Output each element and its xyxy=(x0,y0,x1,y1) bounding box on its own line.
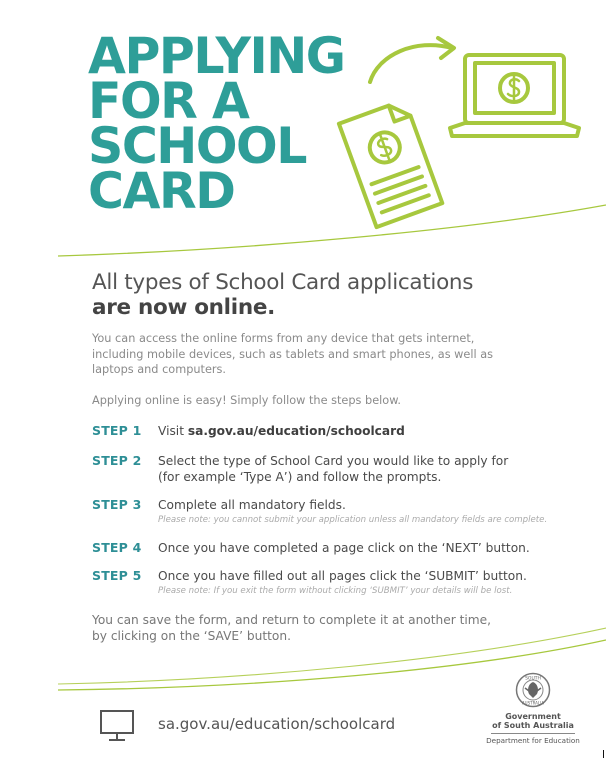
step-label: STEP 2 xyxy=(92,453,142,468)
south-australia-crest-icon xyxy=(515,672,551,708)
step-4 xyxy=(92,540,572,568)
save-info: You can save the form, and return to complete it at another time, by clicking on the ‘SAVE’ button. xyxy=(92,613,492,643)
step-1-link[interactable]: sa.gov.au/education/schoolcard xyxy=(187,424,405,438)
hero-illustration xyxy=(320,30,606,260)
gov-name-line-2: of South Australia xyxy=(492,721,574,730)
curved-arrow-icon xyxy=(370,38,454,82)
step-1 xyxy=(92,423,572,453)
monitor-icon xyxy=(99,709,135,742)
svg-text:AUSTRALIA: AUSTRALIA xyxy=(521,700,545,706)
step-label: STEP 4 xyxy=(92,540,142,555)
step-text: Once you have filled out all pages click the ‘SUBMIT’ button. Please note: If you exit the form without clicking ‘SUBMIT’ your details will be lost. xyxy=(158,569,527,596)
title-line-1: APPLYING xyxy=(88,27,345,85)
headline-line-2: are now online. xyxy=(92,295,275,320)
step-5 xyxy=(92,568,572,608)
footer-url-link[interactable]: sa.gov.au/education/schoolcard xyxy=(158,715,396,733)
gov-name-line-1: Government xyxy=(505,712,561,721)
intro-paragraph: You can access the online forms from any device that gets internet, including mobile devices, such as tablets and smart phones, as well as laptops and computers. xyxy=(92,332,494,376)
text-cursor xyxy=(603,750,604,758)
title-line-3: SCHOOL xyxy=(88,117,306,175)
step-text: Complete all mandatory fields. Please note: you cannot submit your application unless all mandatory fields are complete. xyxy=(158,498,548,525)
step-note: Please note: you cannot submit your application unless all mandatory fields are complete. xyxy=(158,515,548,525)
step-text: Visit sa.gov.au/education/schoolcard xyxy=(158,424,405,438)
laptop-dollar-icon xyxy=(450,55,579,136)
step-label: STEP 1 xyxy=(92,423,142,438)
title-line-2: FOR A xyxy=(88,72,249,130)
headline-line-1: All types of School Card applications xyxy=(92,270,474,295)
step-text: Select the type of School Card you would like to apply for (for example ‘Type A’) and follow the prompts. xyxy=(158,454,509,484)
steps-list xyxy=(92,423,572,608)
step-label: STEP 5 xyxy=(92,568,142,583)
document-dollar-icon xyxy=(339,100,442,227)
government-logo xyxy=(485,672,581,745)
page-title xyxy=(88,27,350,220)
step-label: STEP 3 xyxy=(92,497,142,512)
divider xyxy=(491,733,575,734)
step-3 xyxy=(92,497,572,540)
step-note: Please note: If you exit the form without clicking ‘SUBMIT’ your details will be lost. xyxy=(158,586,513,596)
svg-text:SOUTH: SOUTH xyxy=(525,676,541,682)
department-name: Department for Education xyxy=(486,736,580,745)
intro-steps-lead: Applying online is easy! Simply follow the steps below. xyxy=(92,394,401,407)
headline xyxy=(92,270,473,320)
title-line-4: CARD xyxy=(88,162,235,220)
step-text: Once you have completed a page click on the ‘NEXT’ button. xyxy=(158,541,530,555)
step-2 xyxy=(92,453,572,497)
